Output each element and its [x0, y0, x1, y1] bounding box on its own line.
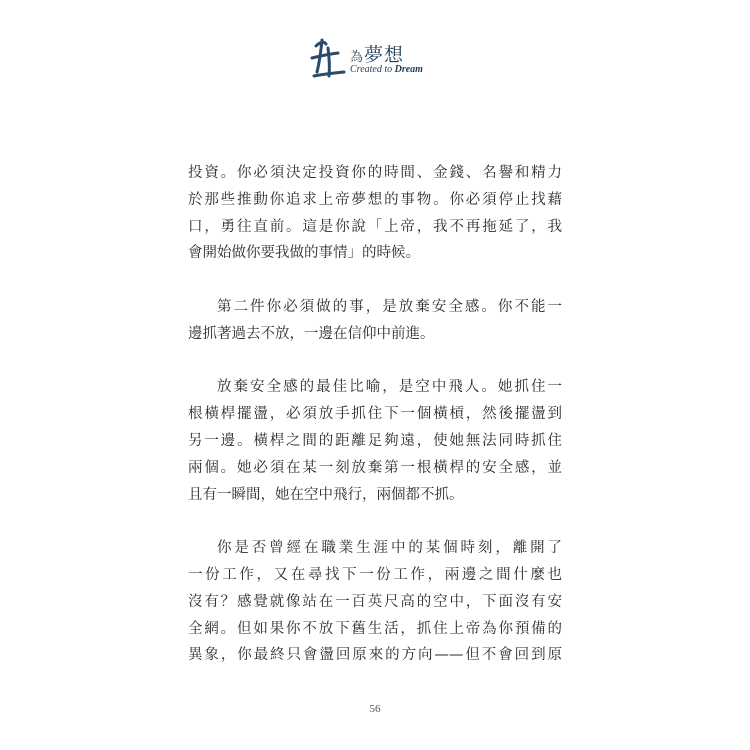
paragraph	[188, 535, 562, 669]
text-line: 全網。但如果你不放下舊生活，抓住上帝為你預備的	[188, 620, 562, 637]
logo-wei-char: 為	[350, 50, 364, 65]
text-line: 放棄安全感的最佳比喻，是空中飛人。她抓住一	[217, 379, 562, 396]
text-line: 一份工作，又在尋找下一份工作，兩邊之間什麼也	[188, 566, 562, 583]
text-line: 根橫桿擺盪，必須放手抓住下一個橫槓，然後擺盪到	[188, 406, 562, 423]
text-line: 異象，你最終只會盪回原來的方向——但不會回到原	[188, 647, 562, 664]
text-line: 你是否曾經在職業生涯中的某個時刻，離開了	[217, 540, 562, 557]
text-line: 兩個。她必須在某一刻放棄第一根橫桿的安全感，並	[188, 459, 562, 476]
logo-english-subtitle: Created to Dream	[350, 64, 423, 75]
text-line: 第二件你必須做的事，是放棄安全感。你不能一	[217, 298, 562, 315]
text-line: 且有一瞬間，她在空中飛行，兩個都不抓。	[188, 486, 464, 503]
text-line: 口，勇往直前。這是你說「上帝，我不再拖延了，我	[188, 218, 562, 235]
text-line: 於那些推動你追求上帝夢想的事物。你必須停止找藉	[188, 191, 562, 208]
text-line: 投資。你必須決定投資你的時間、金錢、名譽和精力	[188, 165, 562, 181]
page-body-text	[188, 160, 562, 669]
paragraph	[188, 374, 562, 508]
text-line: 邊抓著過去不放，一邊在信仰中前進。	[188, 325, 435, 342]
text-line: 沒有？感覺就像站在一百英尺高的空中，下面沒有安	[188, 593, 562, 610]
page-number: 56	[369, 703, 381, 715]
text-line: 另一邊。橫桿之間的距離足夠遠，使她無法同時抓住	[188, 432, 562, 449]
text-line: 會開始做你要我做的事情」的時候。	[188, 245, 420, 262]
logo-dream-chars: 夢想	[364, 44, 405, 66]
paragraph	[188, 160, 562, 267]
paragraph	[188, 294, 562, 348]
calligraphy-sheng-logo	[308, 36, 348, 80]
book-logo	[308, 36, 438, 80]
